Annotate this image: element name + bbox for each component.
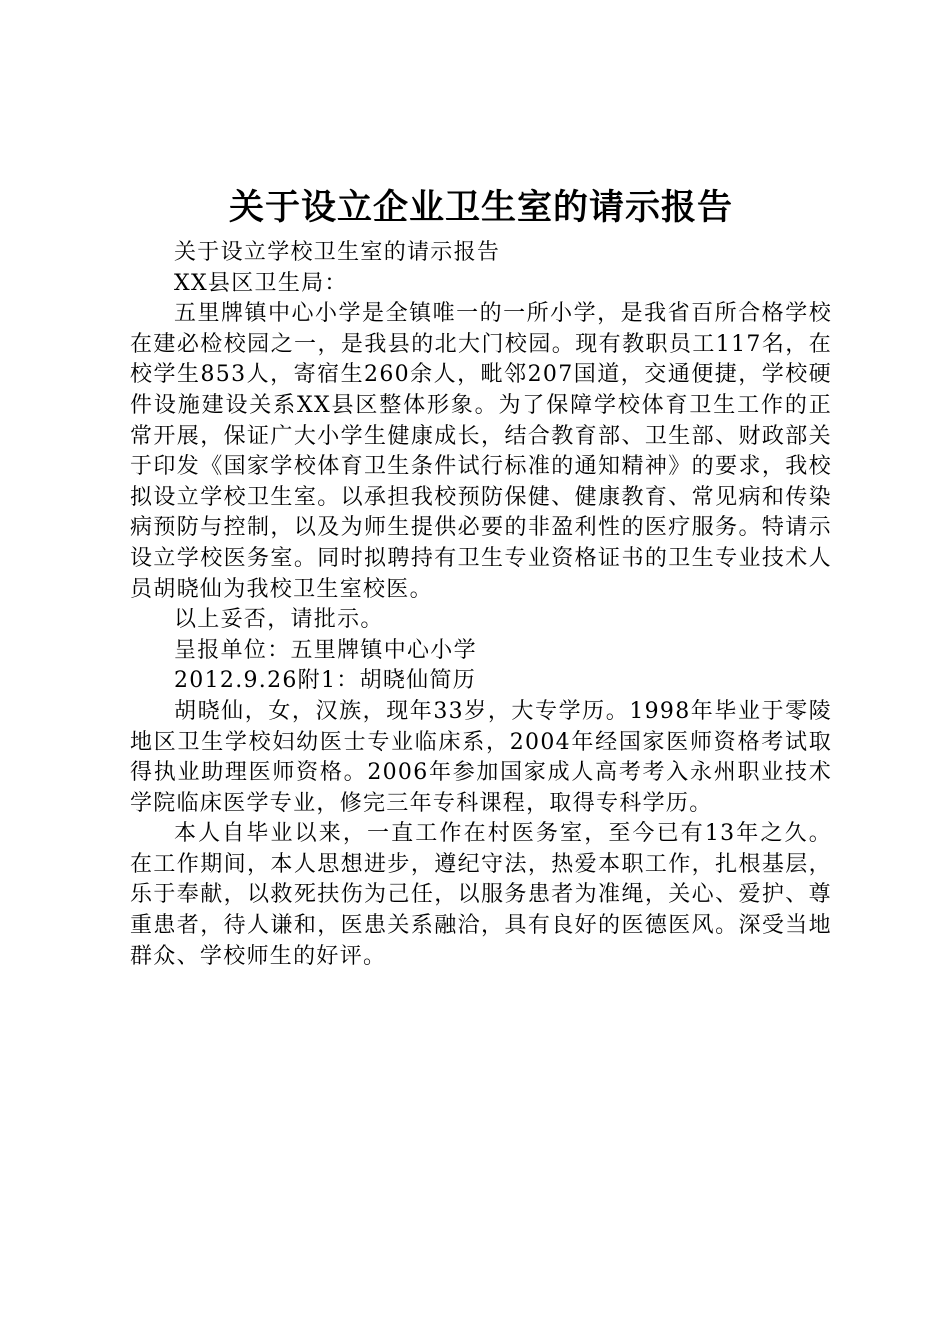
recipient-line: XX县区卫生局： — [174, 270, 348, 296]
work-experience-paragraph: 本人自毕业以来，一直工作在村医务室，至今已有13年之久。在工作期间，本人思想进步，遵纪守法，热爱本职工作，扎根基层，乐于奉献，以救死扶伤为己任，以服务患者为准绳，关心、爱护、尊重患者，待人谦和，医患关系融洽，具有良好的医德医风。深受当地群众、学校师生的好评。 — [130, 821, 832, 969]
submitting-unit-line: 呈报单位：五里牌镇中心小学 — [174, 637, 477, 663]
date-attachment-line: 2012.9.26附1：胡晓仙简历 — [174, 668, 477, 694]
approval-request-line: 以上妥否，请批示。 — [174, 607, 384, 633]
request-paragraph: 五里牌镇中心小学是全镇唯一的一所小学，是我省百所合格学校在建必检校园之一，是我县的北大门校园。现有教职员工117名，在校学生853人，寄宿生260余人，毗邻207国道，交通便捷，学校硬件设施建设关系XX县区整体形象。为了保障学校体育卫生工作的正常开展，保证广大小学生健康成长，结合教育部、卫生部、财政部关于印发《国家学校体育卫生条件试行标准的通知精神》的要求，我校拟设立学校卫生室。以承担我校预防保健、健康教育、常见病和传染病预防与控制，以及为师生提供必要的非盈利性的医疗服务。特请示设立学校医务室。同时拟聘持有卫生专业资格证书的卫生专业技术人员胡晓仙为我校卫生室校医。 — [130, 301, 832, 602]
document-title: 关于设立企业卫生室的请示报告 — [228, 187, 733, 228]
resume-paragraph: 胡晓仙，女，汉族，现年33岁，大专学历。1998年毕业于零陵地区卫生学校妇幼医士专业临床系，2004年经国家医师资格考试取得执业助理医师资格。2006年参加国家成人高考考入永州职业技术学院临床医学专业，修完三年专科课程，取得专科学历。 — [130, 698, 832, 816]
document-page — [130, 178, 832, 972]
document-subtitle: 关于设立学校卫生室的请示报告 — [174, 240, 501, 265]
